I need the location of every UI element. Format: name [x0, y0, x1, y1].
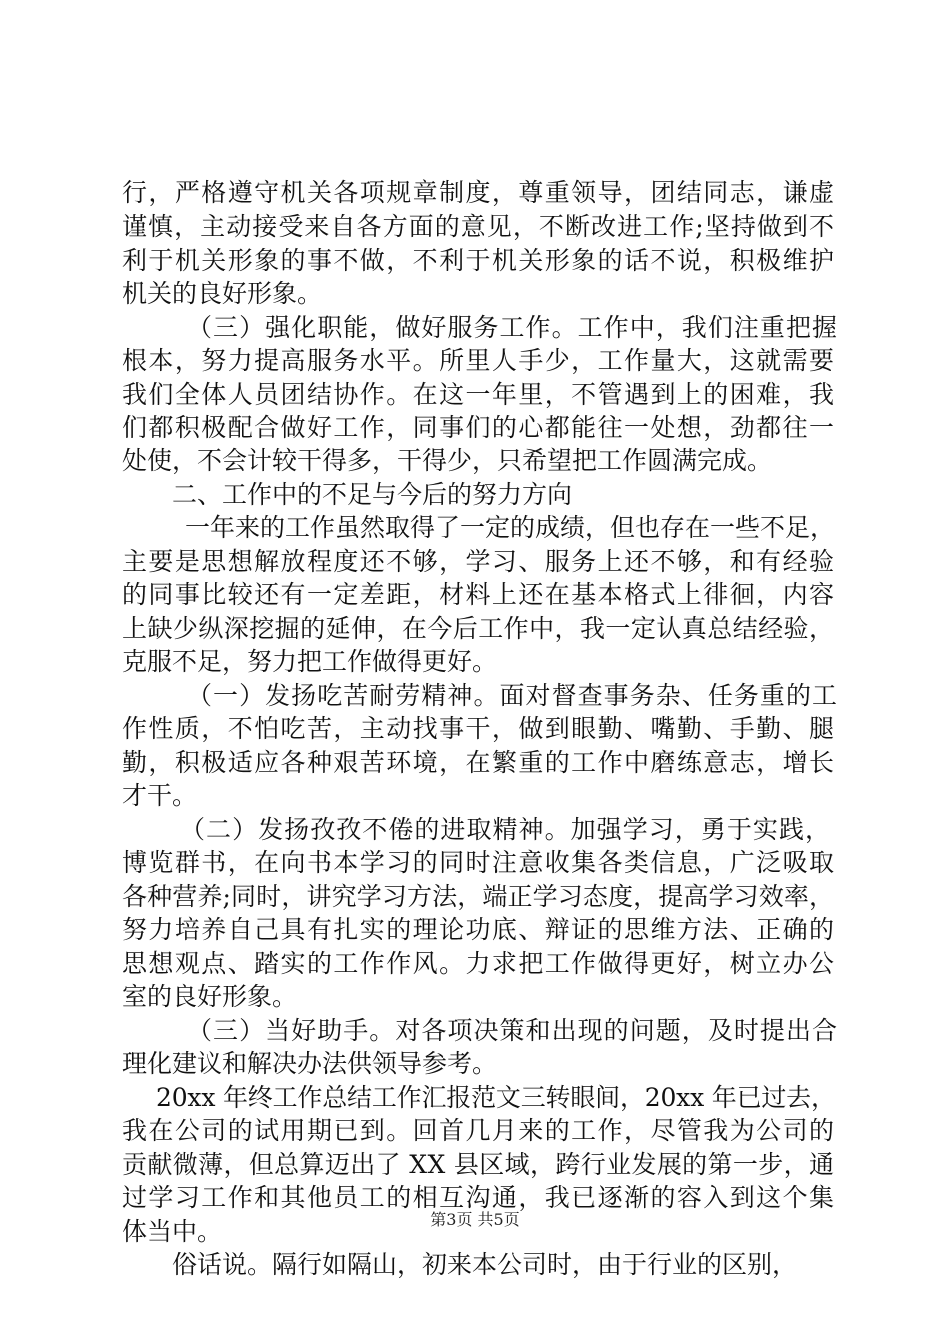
- text-line: 过学习工作和其他员工的相互沟通，我已逐渐的容入到这个集: [122, 1183, 836, 1212]
- text-line: 贡献微薄，但总算迈出了 XX 县区域，跨行业发展的第一步，通: [122, 1150, 835, 1179]
- text-line: 二、工作中的不足与今后的努力方向: [172, 480, 573, 509]
- text-line: 谨慎，主动接受来自各方面的意见，不断改进工作;坚持做到不: [122, 212, 836, 241]
- text-line: 才干。: [122, 781, 198, 810]
- text-line: （二）发扬孜孜不倦的进取精神。加强学习，勇于实践，: [180, 815, 832, 844]
- text-line: 博览群书，在向书本学习的同时注意收集各类信息，广泛吸取: [122, 848, 836, 877]
- text-line: 上缺少纵深挖掘的延伸，在今后工作中，我一定认真总结经验，: [122, 614, 835, 643]
- text-line: 20xx 年终工作总结工作汇报范文三转眼间，20xx 年已过去，: [156, 1083, 836, 1112]
- text-line: 利于机关形象的事不做，不利于机关形象的话不说，积极维护: [122, 246, 836, 275]
- text-line: 我在公司的试用期已到。回首几月来的工作，尽管我为公司的: [122, 1116, 836, 1145]
- text-line: 各种营养;同时，讲究学习方法，端正学习态度，提高学习效率，: [122, 882, 835, 911]
- text-line: 克服不足，努力把工作做得更好。: [122, 647, 498, 676]
- text-line: 行，严格遵守机关各项规章制度，尊重领导，团结同志，谦虚: [122, 178, 836, 207]
- text-line: 我们全体人员团结协作。在这一年里，不管遇到上的困难，我: [122, 380, 836, 409]
- text-line: 作性质，不怕吃苦，主动找事干，做到眼勤、嘴勤、手勤、腿: [122, 714, 836, 743]
- page-footer: 第3页 共5页: [430, 1210, 520, 1229]
- text-line: 体当中。: [122, 1217, 223, 1246]
- text-line: 根本，努力提高服务水平。所里人手少，工作量大，这就需要: [122, 346, 836, 375]
- text-line: 室的良好形象。: [122, 982, 298, 1011]
- text-line: 们都积极配合做好工作，同事们的心都能往一处想，劲都往一: [122, 413, 836, 442]
- text-line: 俗话说。隔行如隔山，初来本公司时，由于行业的区别，: [172, 1250, 798, 1279]
- text-line: 思想观点、踏实的工作作风。力求把工作做得更好，树立办公: [122, 949, 836, 978]
- text-line: 的同事比较还有一定差距，材料上还在基本格式上徘徊，内容: [122, 580, 836, 609]
- text-line: 机关的良好形象。: [122, 279, 323, 308]
- text-line: （三）强化职能，做好服务工作。工作中，我们注重把握: [187, 313, 839, 342]
- text-line: 努力培养自己具有扎实的理论功底、辩证的思维方法、正确的: [122, 915, 836, 944]
- text-line: 主要是思想解放程度还不够，学习、服务上还不够，和有经验: [122, 547, 836, 576]
- text-line: （三）当好助手。对各项决策和出现的问题，及时提出合: [187, 1016, 839, 1045]
- text-line: （一）发扬吃苦耐劳精神。面对督查事务杂、任务重的工: [187, 681, 839, 710]
- text-line: 一年来的工作虽然取得了一定的成绩，但也存在一些不足，: [185, 513, 835, 542]
- text-line: 处使，不会计较干得多，干得少，只希望把工作圆满完成。: [122, 446, 773, 475]
- text-line: 勤，积极适应各种艰苦环境，在繁重的工作中磨练意志，增长: [122, 748, 836, 777]
- text-line: 理化建议和解决办法供领导参考。: [122, 1049, 498, 1078]
